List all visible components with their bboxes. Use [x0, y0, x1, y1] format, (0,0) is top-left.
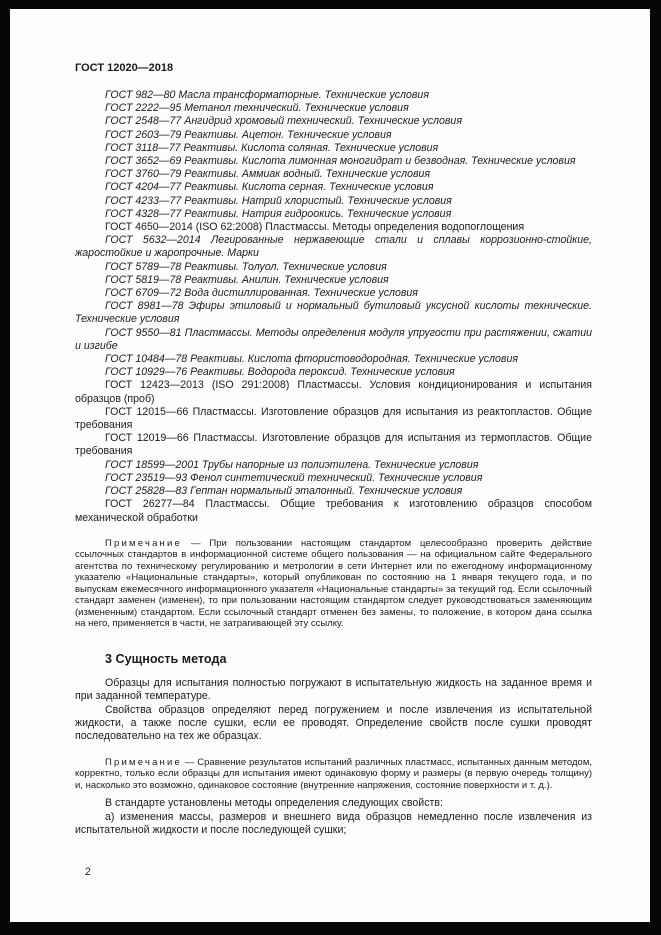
reference-item: ГОСТ 3760—79 Реактивы. Аммиак водный. Технические условия — [105, 168, 431, 181]
reference-item: ГОСТ 12423—2013 (ISO 291:2008) Пластмассы. Условия кондиционирования и испытания образцов (проб) — [75, 379, 592, 405]
reference-item: ГОСТ 12015—66 Пластмассы. Изготовление образцов для испытания из реактопластов. Общие требования — [75, 405, 592, 432]
reference-item: ГОСТ 12019—66 Пластмассы. Изготовление образцов для испытания из термопластов. Общие требования — [75, 432, 592, 458]
reference-item: ГОСТ 2603—79 Реактивы. Ацетон. Технические условия — [105, 128, 392, 141]
reference-item: ГОСТ 4204—77 Реактивы. Кислота серная. Технические условия — [105, 181, 434, 194]
references-note — [75, 538, 592, 630]
note-text: — При пользовании настоящим стандартом целесообразно проверить действие ссылочных стандартов в информационной системе общего пользования — на официальном сайте Федерального агентства по техническому регулированию и метрологии в сети Интернет или по ежегодному информационному указателю «Национальные стандарты», который опубликован по состоянию на 1 января текущего года, и по выпускам ежемесячного информационного указателя «Национальные стандарты» за текущий год. Если ссылочный стандарт заменен (изменен), то при пользовании настоящим стандартом следует руководствоваться заменяющим (измененным) стандартом. Если ссылочный стандарт отменен без замены, то положение, в котором дана ссылка на него, применяется в части, не затрагивающей эту ссылку. — [75, 537, 592, 630]
reference-item: ГОСТ 4650—2014 (ISO 62:2008) Пластмассы. Методы определения водопоглощения — [105, 221, 525, 234]
reference-item: ГОСТ 5819—78 Реактивы. Анилин. Технические условия — [105, 273, 389, 286]
paragraph: В стандарте установлены методы определения следующих свойств: — [105, 797, 443, 810]
reference-item: ГОСТ 18599—2001 Трубы напорные из полиэтилена. Технические условия — [105, 458, 479, 471]
reference-item: ГОСТ 10929—76 Реактивы. Водорода пероксид. Технические условия — [105, 366, 455, 379]
document-page — [10, 9, 650, 922]
reference-item: ГОСТ 8981—78 Эфиры этиловый и нормальный бутиловый уксусной кислоты технические. Технические условия — [75, 300, 592, 326]
note-label: Примечание — [105, 537, 182, 549]
reference-item: ГОСТ 5789—78 Реактивы. Толуол. Технические условия — [105, 260, 387, 273]
reference-item: ГОСТ 982—80 Масла трансформаторные. Технические условия — [105, 89, 429, 101]
paragraph: Свойства образцов определяют перед погружением и после извлечения из испытательной жидкости, а также после сушки, если ее проводят. Определение свойств после сушки проводят последовательно на тех же образцах. — [75, 703, 592, 743]
method-note — [75, 757, 592, 792]
note-label: Примечание — [105, 756, 182, 768]
reference-item: ГОСТ 3118—77 Реактивы. Кислота соляная. Технические условия — [105, 141, 439, 154]
reference-item: ГОСТ 26277—84 Пластмассы. Общие требования к изготовлению образцов способом механической обработки — [75, 498, 592, 524]
section-heading: 3 Сущность метода — [105, 651, 227, 666]
reference-item: ГОСТ 25828—83 Гептан нормальный эталонный. Технические условия — [105, 485, 463, 498]
running-header: ГОСТ 12020—2018 — [75, 62, 174, 74]
references-list — [75, 89, 592, 525]
paragraph: а) изменения массы, размеров и внешнего вида образцов немедленно после извлечения из испытательной жидкости и после последующей сушки; — [75, 810, 592, 837]
reference-item: ГОСТ 2548—77 Ангидрид хромовый технический. Технические условия — [105, 115, 462, 128]
reference-item: ГОСТ 23519—93 Фенол синтетический технический. Технические условия — [105, 471, 483, 484]
section-paragraphs — [75, 677, 592, 744]
reference-item: ГОСТ 6709—72 Вода дистиллированная. Технические условия — [105, 287, 418, 300]
reference-item: ГОСТ 3652—69 Реактивы. Кислота лимонная моногидрат и безводная. Технические условия — [105, 155, 576, 168]
reference-item: ГОСТ 2222—95 Метанол технический. Технические условия — [105, 102, 409, 115]
note-text: — Сравнение результатов испытаний различных пластмасс, испытанных данным методом, корректно, только если образцы для испытания имеют одинаковую форму и размеры (в первую очередь толщину) и, насколько это возможно, одинаковое состояние (внутренние напряжения, состояние поверхности и т. д.). — [75, 756, 592, 791]
reference-item: ГОСТ 10484—78 Реактивы. Кислота фтористоводородная. Технические условия — [105, 353, 518, 366]
reference-item: ГОСТ 4233—77 Реактивы. Натрий хлористый. Технические условия — [105, 194, 452, 207]
reference-item: ГОСТ 5632—2014 Легированные нержавеющие стали и сплавы коррозионно-стойкие, жаростойкие и жаропрочные. Марки — [75, 234, 592, 260]
page-number: 2 — [85, 866, 91, 878]
section-paragraphs-2 — [75, 797, 592, 837]
reference-item: ГОСТ 9550—81 Пластмассы. Методы определения модуля упругости при растяжении, сжатии и изгибе — [75, 326, 592, 352]
paragraph: Образцы для испытания полностью погружают в испытательную жидкость на заданное время и при заданной температуре. — [75, 676, 592, 703]
reference-item: ГОСТ 4328—77 Реактивы. Натрия гидроокись. Технические условия — [105, 207, 452, 220]
